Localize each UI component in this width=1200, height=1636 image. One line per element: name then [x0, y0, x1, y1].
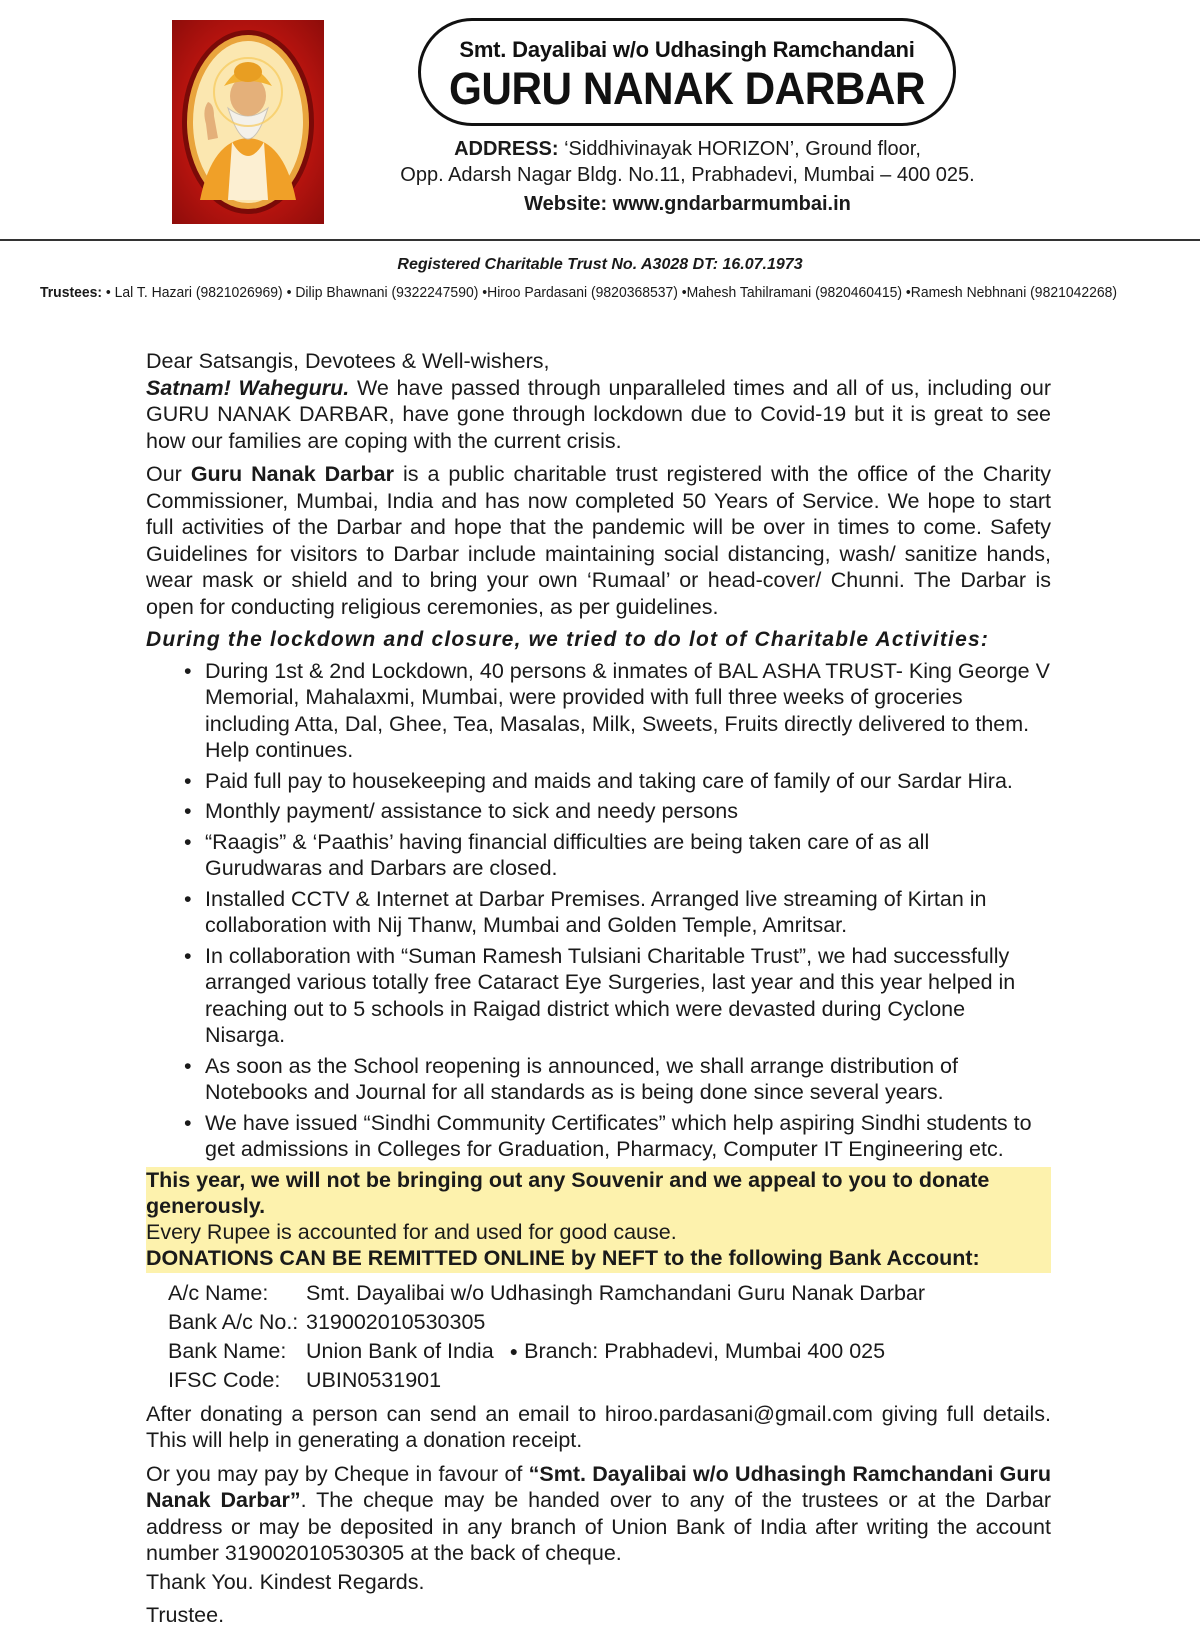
- ifsc-label: IFSC Code:: [168, 1367, 281, 1392]
- darbar-title: GURU NANAK DARBAR: [448, 63, 926, 114]
- address-line-1: [340, 138, 1035, 161]
- appeal-plain: Every Rupee is accounted for and used for good cause.: [146, 1219, 677, 1244]
- list-item: [182, 798, 1051, 825]
- about-trust-name: Guru Nanak Darbar: [190, 462, 394, 486]
- after-donating-paragraph: After donating a person can send an email to hiroo.pardasani@gmail.com giving full details. This will help in generating a donation receipt.: [146, 1401, 1051, 1452]
- bank-name-value: Union Bank of India: [306, 1338, 494, 1363]
- activity-text: During 1st & 2nd Lockdown, 40 persons & inmates of BAL ASHA TRUST- King George V Memorial, Mahalaxmi, Mumbai, were provided with full three weeks of groceries including Atta, Dal, Ghee, Tea, Masalas, Milk, Sweets, Fruits directly delivered to them. Help continues.: [205, 658, 1050, 762]
- appeal-bold: This year, we will not be bringing out any Souvenir and we appeal to you to donate generously.: [146, 1167, 990, 1218]
- bank-row-account-number: [168, 1308, 1051, 1337]
- cheque-text: . The cheque may be handed over to any of the trustees or at the Darbar address or may be deposited in any branch of Union Bank of India after writing the account number 319002010530305 at the back of cheque.: [146, 1488, 1051, 1565]
- about-text: is a public charitable trust registered with the office of the Charity Commissioner, Mumbai, India and has now completed 50 Years of Service. We hope to start full activities of the Darbar and hope that the pandemic will be over in times to come. Safety Guidelines for visitors to Darbar include maintaining social distancing, wash/ sanitize hands, wear mask or shield and to bring your own ‘Rumaal’ or head-cover/ Chunni. The Darbar is open for conducting religious ceremonies, as per guidelines.: [146, 462, 1051, 619]
- list-item: [182, 943, 1051, 1049]
- activity-text: We have issued “Sindhi Community Certificates” which help aspiring Sindhi students to get admissions in Colleges for Graduation, Pharmacy, Computer IT Engineering etc.: [205, 1110, 1032, 1161]
- list-item: [182, 886, 1051, 939]
- donation-heading: DONATIONS CAN BE REMITTED ONLINE by NEFT to the following Bank Account:: [146, 1245, 980, 1270]
- bullet-icon: •: [184, 943, 192, 968]
- bullet-icon: •: [184, 768, 192, 793]
- guru-nanak-portrait-logo: [172, 20, 324, 224]
- trustees-label: Trustees:: [40, 284, 103, 301]
- signature: Trustee.: [146, 1603, 225, 1627]
- trustees-list: • Lal T. Hazari (9821026969) • Dilip Bhawnani (9322247590) •Hiroo Pardasani (9820368537) •Mahesh Tahilramani (9820460415) •Ramesh Nebhnani (9821042268): [102, 284, 1118, 301]
- address-line-2: Opp. Adarsh Nagar Bldg. No.11, Prabhadevi, Mumbai – 400 025.: [400, 164, 975, 186]
- activity-text: As soon as the School reopening is announced, we shall arrange distribution of Notebooks and Journal for all standards as is being done since several years.: [205, 1053, 958, 1104]
- letter-body: [146, 348, 1051, 1636]
- list-item: [182, 1110, 1051, 1163]
- bank-row-account-name: [168, 1279, 1051, 1308]
- title-banner: [418, 18, 956, 126]
- cheque-paragraph: [146, 1461, 1051, 1567]
- account-number-label: Bank A/c No.:: [168, 1309, 299, 1334]
- activities-list: [182, 658, 1051, 1163]
- list-item: [182, 1053, 1051, 1106]
- bullet-icon: •: [184, 1110, 192, 1135]
- trustees-line: [40, 284, 1119, 301]
- activity-text: Monthly payment/ assistance to sick and needy persons: [205, 799, 739, 823]
- bullet-icon: •: [184, 886, 192, 911]
- list-item: [182, 658, 1051, 764]
- bank-details: [168, 1279, 1051, 1395]
- activity-text: Installed CCTV & Internet at Darbar Premises. Arranged live streaming of Kirtan in collaboration with Nij Thanw, Mumbai and Golden Temple, Amritsar.: [205, 886, 987, 937]
- account-number-value: 319002010530305: [306, 1309, 486, 1334]
- account-name-value: Smt. Dayalibai w/o Udhasingh Ramchandani Guru Nanak Darbar: [306, 1280, 926, 1305]
- activity-text: In collaboration with “Suman Ramesh Tulsiani Charitable Trust”, we had successfully arranged various totally free Cataract Eye Surgeries, last year and this year helped in reaching out to 5 schools in Raigad district which were devasted during Cyclone Nisarga.: [205, 943, 1016, 1047]
- closing-line: Thank You. Kindest Regards.: [146, 1569, 425, 1594]
- cheque-lead: Or you may pay by Cheque in favour of: [146, 1461, 529, 1486]
- website-line[interactable]: Website: www.gndarbarmumbai.in: [524, 193, 851, 215]
- bullet-icon: ●: [509, 1342, 519, 1359]
- bullet-icon: •: [184, 1053, 192, 1078]
- salutation: Dear Satsangis, Devotees & Well-wishers,: [146, 349, 550, 373]
- intro-paragraph: [146, 375, 1051, 455]
- list-item: [182, 768, 1051, 795]
- donation-appeal-highlight: [146, 1167, 1051, 1273]
- greeting: Satnam! Waheguru.: [146, 375, 350, 400]
- bank-row-bank-name: [168, 1337, 1051, 1366]
- bank-name-label: Bank Name:: [168, 1338, 287, 1363]
- about-lead: Our: [146, 462, 191, 486]
- bullet-icon: •: [184, 799, 192, 823]
- activity-text: “Raagis” & ‘Paathis’ having financial difficulties are being taken care of as all Gurudwaras and Darbars are closed.: [205, 829, 930, 880]
- activity-text: Paid full pay to housekeeping and maids and taking care of family of our Sardar Hira.: [205, 768, 1013, 793]
- address-text-1: ‘Siddhivinayak HORIZON’, Ground floor,: [558, 138, 921, 160]
- intro-text: We have passed through unparalleled times and all of us, including our GURU NANAK DARBAR, have gone through lockdown due to Covid-19 but it is great to see how our families are coping with the current crisis.: [146, 375, 1051, 453]
- about-paragraph: [146, 461, 1051, 620]
- account-name-label: A/c Name:: [168, 1280, 269, 1305]
- address-label: ADDRESS:: [454, 138, 559, 160]
- branch-value: Branch: Prabhadevi, Mumbai 400 025: [524, 1338, 886, 1363]
- activities-heading: During the lockdown and closure, we tried to do lot of Charitable Activities:: [146, 628, 990, 651]
- bullet-icon: •: [184, 829, 192, 854]
- cheque-payee: “Smt. Dayalibai w/o Udhasingh Ramchandani Guru Nanak Darbar”: [146, 1461, 1051, 1512]
- list-item: [182, 829, 1051, 882]
- trust-full-name: Smt. Dayalibai w/o Udhasingh Ramchandani: [459, 37, 915, 62]
- portrait-illustration: [172, 20, 324, 224]
- header-divider: [0, 239, 1200, 241]
- bullet-icon: •: [184, 658, 192, 683]
- registration-number: Registered Charitable Trust No. A3028 DT: 16.07.1973: [397, 256, 803, 273]
- ifsc-value: UBIN0531901: [306, 1367, 442, 1392]
- bank-row-ifsc: [168, 1366, 1051, 1395]
